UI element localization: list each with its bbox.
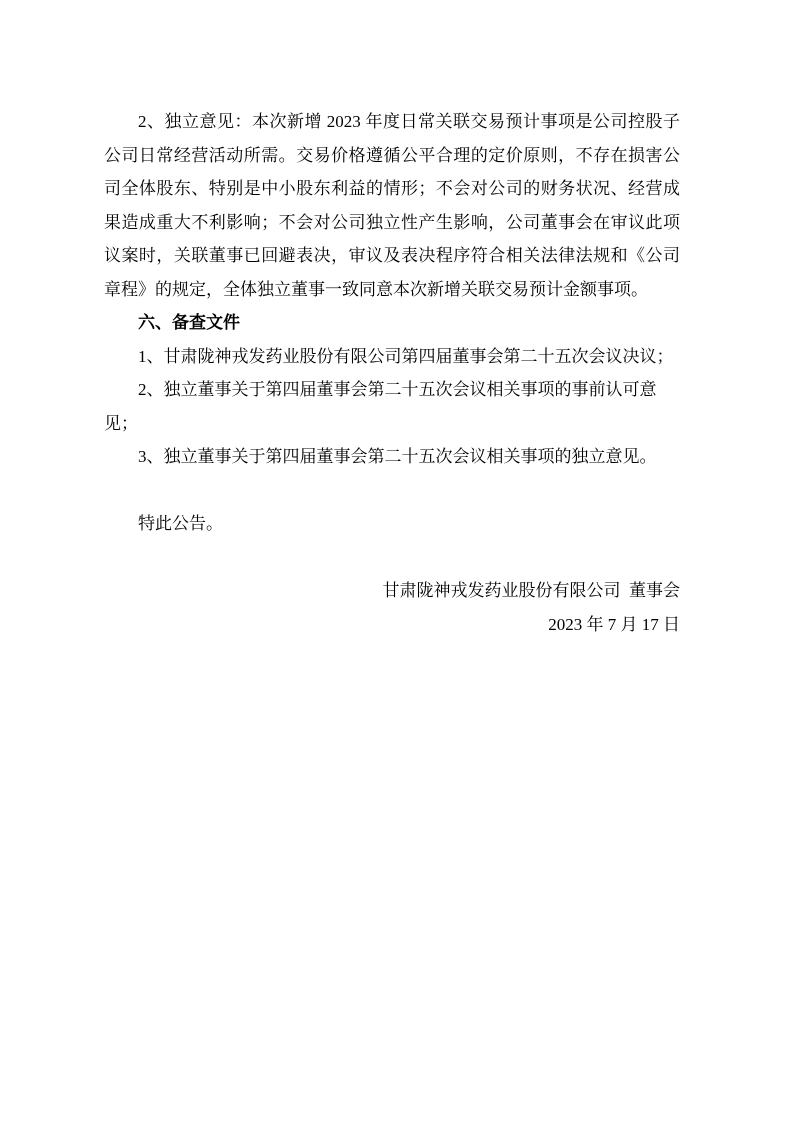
reference-document-item-1: 1、甘肃陇神戎发药业股份有限公司第四届董事会第二十五次会议决议；: [138, 346, 674, 366]
independent-opinion-paragraph: 2、独立意见：本次新增 2023 年度日常关联交易预计事项是公司控股子公司日常经营活动所需。交易价格遵循公平合理的定价原则，不存在损害公司全体股东、特别是中小股东利益的情形；不会对公司的财务状况、经营成果造成重大不利影响；不会对公司独立性产生影响，公司董事会在审议此项议案时，关联董事已回避表决，审议及表决程序符合相关法律法规和《公司章程》的规定，全体独立董事一致同意本次新增关联交易预计金额事项。: [104, 112, 680, 299]
signature-block: [104, 574, 680, 641]
reference-document-item-2: 2、独立董事关于第四届董事会第二十五次会议相关事项的事前认可意见；: [104, 380, 657, 433]
reference-document-item-3: 3、独立董事关于第四届董事会第二十五次会议相关事项的独立意见。: [138, 447, 657, 466]
closing-statement: 特此公告。: [138, 514, 223, 533]
signature-company-board: 甘肃陇神戎发药业股份有限公司 董事会: [382, 581, 680, 600]
section-heading-reference-documents: 六、备查文件: [138, 313, 240, 332]
announcement-date: 2023 年 7 月 17 日: [548, 614, 680, 634]
